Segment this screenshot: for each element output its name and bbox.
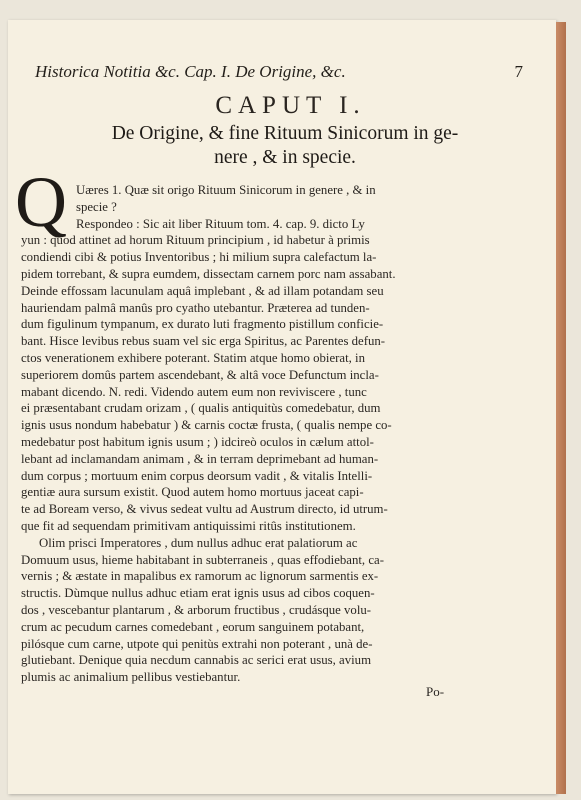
text-line: plumis ac animalium pellibus vestiebantur. xyxy=(21,670,241,685)
text-line: ctos venerationem exhibere poterant. Statim atque homo obierat, in xyxy=(21,350,365,365)
text-line: ignis usus nondum habebatur ) & carnis coctæ frusta, ( qualis nempe co- xyxy=(21,418,392,433)
text-line: medebatur post habitum ignis usum ; ) idcireò oculos in cælum attol- xyxy=(21,434,374,449)
text-line: condiendi cibi & potius Inventoribus ; hi milium supra calefactum la- xyxy=(21,250,377,265)
catchword: Po- xyxy=(426,684,445,699)
chapter-title-line-1: De Origine, & fine Rituum Sinicorum in ge- xyxy=(111,123,459,144)
text-line: ei præsentabant crudam orizam , ( qualis antiquitùs comedebatur, dum xyxy=(21,401,381,416)
text-line: Domuum usus, hieme habitabant in subterraneis , quas effodiebant, ca- xyxy=(21,552,384,567)
text-line: gentiæ aura sursum existit. Quod autem homo mortuus jaceat capi- xyxy=(21,485,364,500)
text-line: specie ? xyxy=(76,199,117,214)
drop-cap: Q xyxy=(15,162,67,242)
text-line: dum figulinum tympanum, ex durato luti fragmento pistillum conficie- xyxy=(21,317,384,332)
chapter-title-line-2: nere , & in specie. xyxy=(214,147,356,168)
text-line: Uæres 1. Quæ sit origo Rituum Sinicorum in genere , & in xyxy=(76,183,376,197)
text-line: lebant ad inclamandam animam , & in terram deprimebant ad human- xyxy=(21,451,379,466)
text-line: Respondeo : Sic ait liber Rituum tom. 4. cap. 9. dicto Ly xyxy=(76,216,365,231)
text-line: bant. Hisce levibus rebus suam vel sic erga Spiritus, ac Parentes defun- xyxy=(21,334,386,349)
running-head xyxy=(35,62,523,82)
text-line: Olim prisci Imperatores , dum nullus adhuc erat palatiorum ac xyxy=(39,535,358,550)
text-line: pilósque cum carne, utpote qui penitùs extrahi non poterant , unà de- xyxy=(21,636,373,651)
text-line: que fit ad sequendam primitivam antiquissimi ritûs institutionem. xyxy=(21,518,356,533)
text-line: yun : quod attinet ad horum Rituum principium , id habetur à primis xyxy=(21,233,370,248)
chapter-title xyxy=(40,122,530,170)
chapter-heading: CAPUT I. xyxy=(215,92,366,119)
text-line: dum corpus ; mortuum enim corpus deorsum vadit , & vitalis Intelli- xyxy=(21,468,373,483)
text-line: mabant dicendo. N. redi. Videndo autem eum non reviviscere , tunc xyxy=(21,384,367,399)
page-number: 7 xyxy=(514,62,523,81)
text-line: pidem torrebant, & supra eumdem, dissectam carnem porc nam assabant. xyxy=(21,266,396,281)
running-head-title: Historica Notitia &c. Cap. I. De Origine, &c. xyxy=(35,62,346,81)
text-line: dos , vescebantur plantarum , & arborum fructibus , crudásque volu- xyxy=(21,602,372,617)
text-line: structis. Dùmque nullus adhuc etiam erat ignis usus ad cibos coquen- xyxy=(21,586,375,601)
text-line: Deinde effossam lacunulam aquâ implebant , & ad illam potandam seu xyxy=(21,283,384,298)
text-line: vernis ; & æstate in mapalibus ex ramorum ac lignorum sarmentis ex- xyxy=(21,569,379,584)
text-line: te ad Boream verso, & vivus sedeat vultu ad Austrum directo, id utrum- xyxy=(21,502,388,517)
text-line: crum ac pecudum carnes comedebant , eorum sanguinem potabant, xyxy=(21,619,365,634)
text-line: hauriendam palmâ manûs pro cyatho utebantur. Præterea ad tunden- xyxy=(21,300,370,315)
text-line: superiorem domûs partem ascendebant, & altâ voce Defunctum incla- xyxy=(21,367,379,382)
body-text xyxy=(21,182,532,686)
text-line: glutiebant. Denique quia necdum cannabis ac serici erat usus, avium xyxy=(21,653,372,668)
page-edge xyxy=(556,22,566,794)
